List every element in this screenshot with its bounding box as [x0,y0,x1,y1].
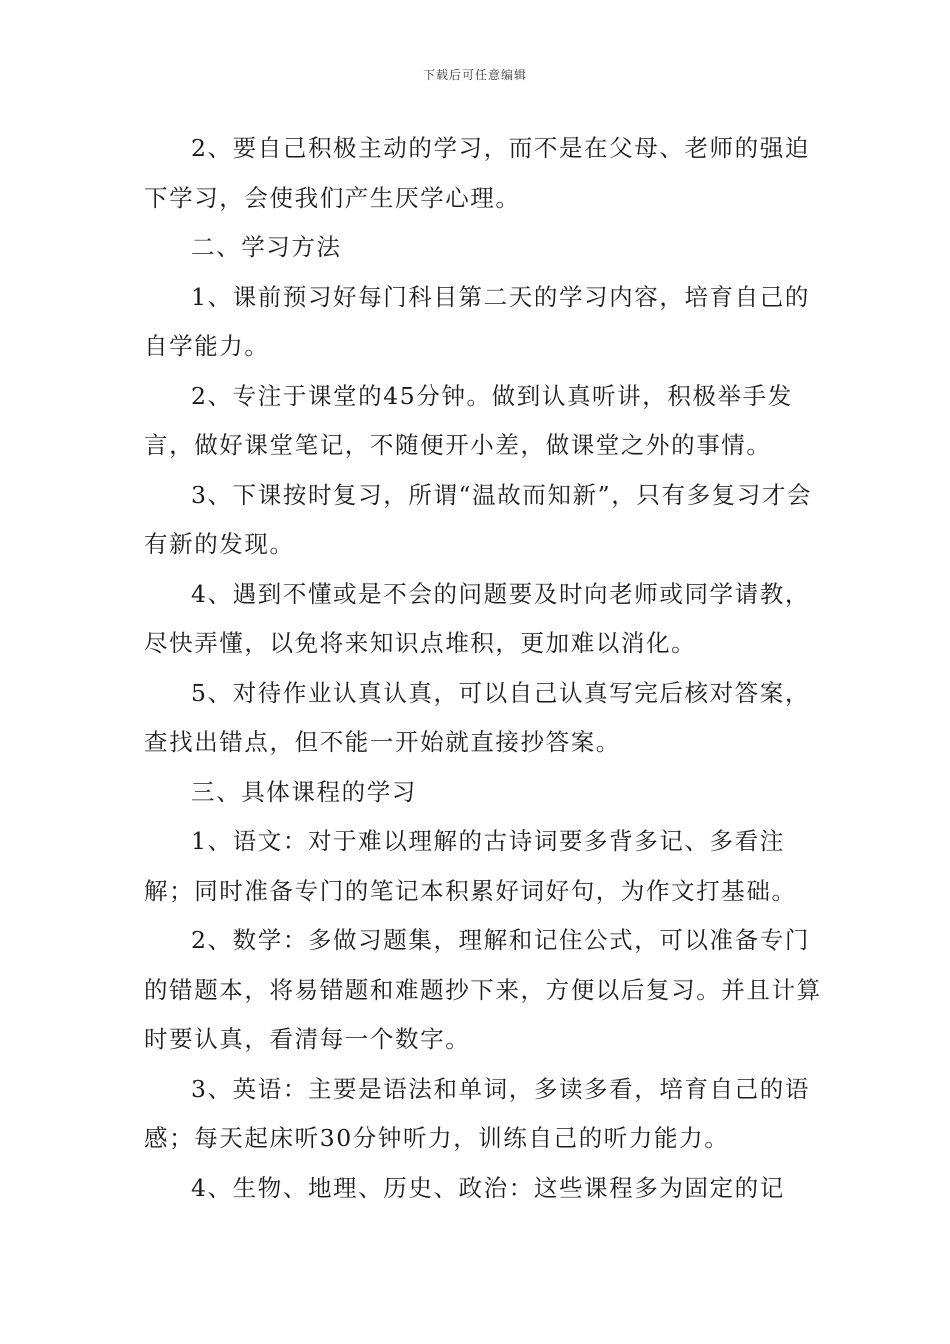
document-body [144,124,832,1213]
section-heading: 二、学习方法 [191,233,342,261]
paragraph: 4、生物、地理、历史、政治：这些课程多为固定的记 [191,1173,785,1202]
paragraph: 2、专注于课堂的45分钟。做到认真听讲，积极举手发言，做好课堂笔记，不随便开小差，做课堂之外的事情。 [144,381,793,459]
paragraph: 4、遇到不懂或是不会的问题要及时向老师或同学请教，尽快弄懂，以免将来知识点堆积，更加难以消化。 [144,579,810,657]
page-header: 下载后可任意编辑 [422,68,527,82]
paragraph: 2、要自己积极主动的学习，而不是在父母、老师的强迫下学习，会使我们产生厌学心理。 [144,134,810,212]
paragraph: 2、数学：多做习题集，理解和记住公式，可以准备专门的错题本，将易错题和难题抄下来，方便以后复习。并且计算时要认真，看清每一个数字。 [144,926,822,1053]
paragraph: 1、课前预习好每门科目第二天的学习内容，培育自己的自学能力。 [144,282,810,360]
section-heading: 三、具体课程的学习 [191,777,417,806]
paragraph: 5、对待作业认真认真，可以自己认真写完后核对答案，查找出错点，但不能一开始就直接抄答案。 [144,678,810,756]
paragraph: 3、下课按时复习，所谓“温故而知新”，只有多复习才会有新的发现。 [144,480,813,558]
paragraph: 1、语文：对于难以理解的古诗词要多背多记、多看注解；同时准备专门的笔记本积累好词好句，为作文打基础。 [144,827,797,905]
paragraph: 3、英语：主要是语法和单词，多读多看，培育自己的语感；每天起床听30分钟听力，训练自己的听力能力。 [144,1074,810,1152]
